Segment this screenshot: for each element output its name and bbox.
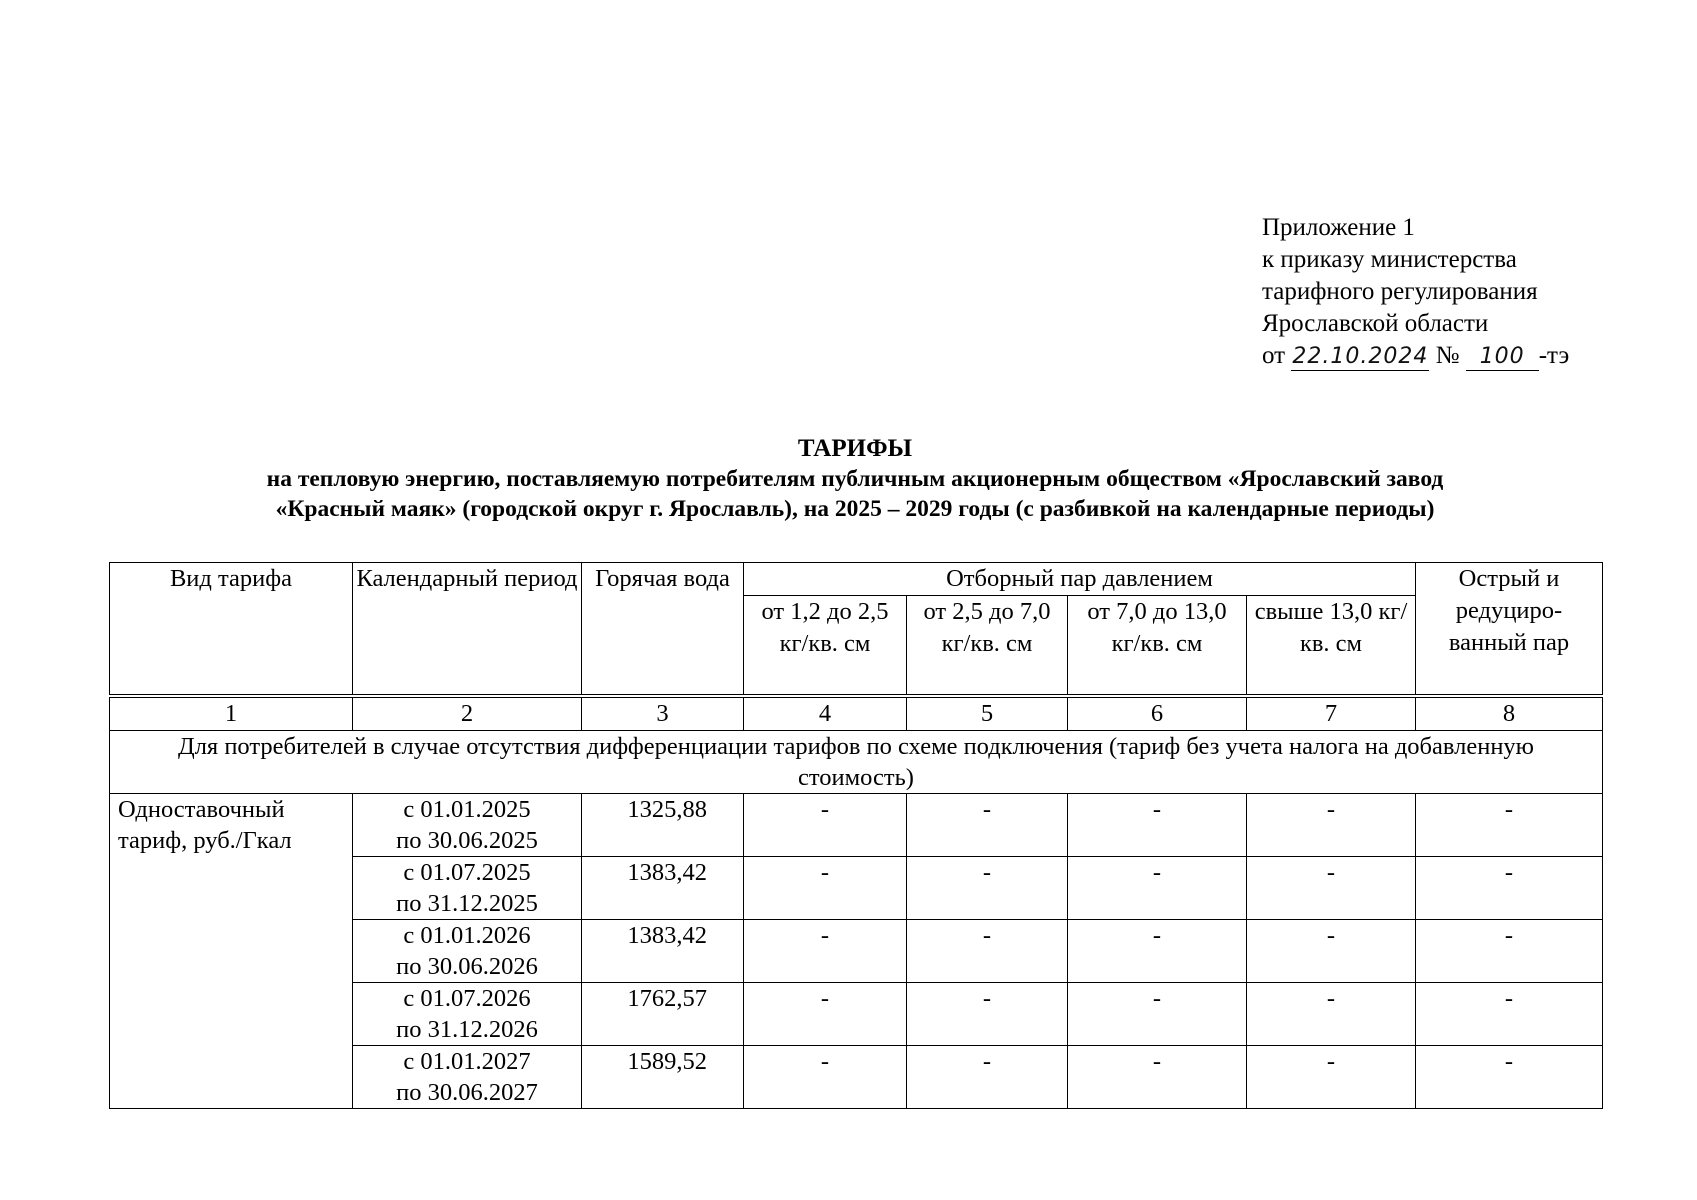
header-period: Календарный период [353, 563, 582, 697]
steam-value: - [1247, 1046, 1416, 1109]
header-sharp-steam: Острый и редуциро-ванный пар [1416, 563, 1603, 697]
order-from-prefix: от [1262, 342, 1286, 369]
steam-value: - [1068, 857, 1247, 920]
steam-value: - [907, 920, 1068, 983]
order-number-suffix: -тэ [1538, 342, 1570, 369]
steam-value: - [907, 1046, 1068, 1109]
title-line-1: на тепловую энергию, поставляемую потребителям публичным акционерным обществом «Ярославский завод [266, 466, 1444, 492]
appendix-line-3: тарифного регулирования [1262, 278, 1538, 305]
appendix-block [1262, 212, 1569, 372]
header-steam-group: Отборный пар давлением [744, 563, 1416, 596]
sharp-steam-value: - [1416, 920, 1603, 983]
steam-value: - [907, 983, 1068, 1046]
tariff-type-label: Одноставочный тариф, руб./Гкал [110, 794, 353, 1109]
steam-value: - [744, 857, 907, 920]
hot-water-value: 1383,42 [582, 920, 744, 983]
header-pressure-1: от 1,2 до 2,5 кг/кв. см [744, 596, 907, 697]
hot-water-value: 1589,52 [582, 1046, 744, 1109]
column-number: 5 [907, 696, 1068, 731]
section-heading: Для потребителей в случае отсутствия дифференциации тарифов по схеме подключения (тариф без учета налога на добавленную стоимость) [110, 731, 1603, 794]
header-pressure-3: от 7,0 до 13,0 кг/кв. см [1068, 596, 1247, 697]
appendix-line-2: к приказу министерства [1262, 246, 1517, 273]
steam-value: - [1068, 983, 1247, 1046]
period-cell: с 01.07.2026 по 31.12.2026 [353, 983, 582, 1046]
table-row [110, 794, 1603, 857]
steam-value: - [907, 857, 1068, 920]
order-date-handwritten: 22.10.2024 [1292, 344, 1429, 369]
period-cell: с 01.01.2026 по 30.06.2026 [353, 920, 582, 983]
column-number: 3 [582, 696, 744, 731]
steam-value: - [744, 983, 907, 1046]
steam-value: - [1068, 920, 1247, 983]
appendix-order-line [1262, 340, 1569, 372]
column-number: 1 [110, 696, 353, 731]
steam-value: - [1247, 794, 1416, 857]
order-number-handwritten: 100 [1466, 344, 1539, 371]
tariffs-table [109, 562, 1603, 1109]
document-title [140, 434, 1570, 524]
header-pressure-2: от 2,5 до 7,0 кг/кв. см [907, 596, 1068, 697]
sharp-steam-value: - [1416, 857, 1603, 920]
steam-value: - [744, 1046, 907, 1109]
sharp-steam-value: - [1416, 983, 1603, 1046]
period-cell: с 01.01.2027 по 30.06.2027 [353, 1046, 582, 1109]
appendix-line-1: Приложение 1 [1262, 214, 1415, 241]
period-cell: с 01.07.2025 по 31.12.2025 [353, 857, 582, 920]
header-tariff-type: Вид тарифа [110, 563, 353, 697]
steam-value: - [1247, 857, 1416, 920]
steam-value: - [907, 794, 1068, 857]
steam-value: - [744, 920, 907, 983]
header-row [110, 563, 1603, 596]
hot-water-value: 1762,57 [582, 983, 744, 1046]
header-pressure-4: свыше 13,0 кг/кв. см [1247, 596, 1416, 697]
column-number: 2 [353, 696, 582, 731]
hot-water-value: 1383,42 [582, 857, 744, 920]
steam-value: - [1068, 1046, 1247, 1109]
header-hot-water: Горячая вода [582, 563, 744, 697]
title-line-2: «Красный маяк» (городской округ г. Ярославль), на 2025 – 2029 годы (с разбивкой на календарные периоды) [275, 496, 1435, 522]
title-main: ТАРИФЫ [797, 435, 913, 462]
steam-value: - [1247, 920, 1416, 983]
steam-value: - [1247, 983, 1416, 1046]
column-number: 4 [744, 696, 907, 731]
hot-water-value: 1325,88 [582, 794, 744, 857]
sharp-steam-value: - [1416, 794, 1603, 857]
order-number-sign: № [1435, 342, 1460, 369]
column-number: 6 [1068, 696, 1247, 731]
sharp-steam-value: - [1416, 1046, 1603, 1109]
column-number-row [110, 696, 1603, 731]
period-cell: с 01.01.2025 по 30.06.2025 [353, 794, 582, 857]
steam-value: - [1068, 794, 1247, 857]
section-row [110, 731, 1603, 794]
column-number: 7 [1247, 696, 1416, 731]
appendix-line-4: Ярославской области [1262, 310, 1489, 337]
column-number: 8 [1416, 696, 1603, 731]
steam-value: - [744, 794, 907, 857]
